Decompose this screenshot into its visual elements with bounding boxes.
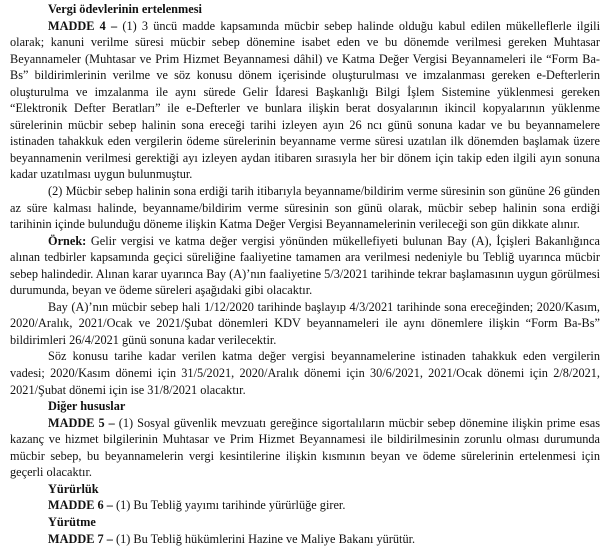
article-7-paragraph-1 [10,531,600,548]
article-4-label: MADDE 4 – [48,18,118,33]
example-label: Örnek: [48,233,87,248]
article-4-paragraph-1 [10,18,600,183]
example-text-1: Gelir vergisi ve katma değer vergisi yönünden mükellefiyeti bulunan Bay (A), İçişleri Bakanlığınca alınan tedbirler kapsamında geçici süreliğine faaliyetine tamamen ara verilmesi nedeniyle bu Tebliğ uyarınca mücbir sebep halindedir. Alınan karar uyarınca Bay (A)’nın faaliyetine 5/3/2021 tarihinde tekrar başlamasının uygun görülmesi durumunda, beyan ve ödeme süreleri aşağıdaki gibi olacaktır. [10,233,600,298]
example-paragraph-3: Söz konusu tarihe kadar verilen katma değer vergisi beyannamelerine istinaden tahakkuk eden vergilerin vadesi; 2020/Kasım dönemi için 31/5/2021, 2020/Aralık dönemi için 30/6/2021, 2021/Ocak dönemi için 2/8/2021, 2021/Şubat dönemi için ise 31/8/2021 olacaktır. [10,349,600,397]
article-6-paragraph-1 [10,497,600,514]
article-5-label: MADDE 5 – [48,415,115,430]
example-paragraph-1 [10,233,600,299]
article-7-text-1: (1) Bu Tebliğ hükümlerini Hazine ve Maliye Bakanı yürütür. [115,531,416,546]
example-paragraph-2: Bay (A)’nın mücbir sebep hali 1/12/2020 tarihinde başlayıp 4/3/2021 tarihinde sona ereceğinden; 2020/Kasım, 2020/Aralık, 2021/Ocak ve 2021/Şubat dönemleri KDV beyannameleri ile aynı dönemlere ilişkin “Form Ba-Bs” bildirimleri 26/4/2021 günü sonuna kadar verilecektir. [10,299,600,347]
section-heading-execution: Yürütme [48,514,96,529]
article-6-label: MADDE 6 – [48,498,113,513]
article-4-text-1: (1) 3 üncü madde kapsamında mücbir sebep halinde olduğu kabul edilen mükelleflerle ilgili olarak; kanuni verilme süresi mücbir sebep dönemine isabet eden ve bu dönemde verilmesi gereken Muhtasar Beyannameler (Muhtasar ve Prim Hizmet Beyannamesi dâhil) ve Katma Değer Vergisi Beyannameleri ile “Form Ba-Bs” bildirimlerinin verilme ve söz konusu dönem içerisinde oluşturulması ve imzalanması gereken e-Defterlerin oluşturulma ve imzalanma ile aynı sürede Gelir İdaresi Başkanlığı Bilgi İşlem Sistemine yüklenmesi gereken “Elektronik Defter Beratları” ile e-Defterler ve bunlara ilişkin berat dosyalarının ikincil kopyalarının yüklenme sürelerinin mücbir sebep halinin sona ereceği tarihi izleyen ayın 26 ncı günü sonuna kadar ve bu beyannamelere istinaden tahakkuk eden vergilerin ödeme sürelerinin beyanname verme süresi uzatılan ilk dönemden başlamak üzere beyannamenin verilmesi gerektiği ayı izleyen aydan itibaren sırasıyla her bir dönem için takip eden ilgili ayın sonuna kadar uzatılması uygun bulunmuştur. [10,18,600,182]
article-5-paragraph-1 [10,415,600,481]
section-heading-postponement: Vergi ödevlerinin ertelenmesi [48,2,202,16]
document-body [10,1,600,547]
article-5-text-1: (1) Sosyal güvenlik mevzuatı gereğince sigortalıların mücbir sebep dönemine ilişkin prime esas kazanç ve hizmet bilgilerinin Muhtasar ve Prim Hizmet Beyannamesi ile bildirilmesinin zorunlu olması durumunda mücbir sebep, bu beyannamelerin vergi kesintilerine ilişkin kısmının beyan ve ödeme sürelerinin ertelenmesi için geçerli olacaktır. [10,415,600,480]
article-7-label: MADDE 7 – [48,531,113,546]
article-4-paragraph-2: (2) Mücbir sebep halinin sona erdiği tarih itibarıyla beyanname/bildirim verme süresinin son gününe 26 günden az süre kalması halinde, beyanname/bildirim verme süresinin son günü olarak, mücbir sebep halinin sona erdiği tarihinin içinde bulunduğu döneme ilişkin Katma Değer Vergisi Beyannamelerinin verileceği son gün dikkate alınır. [10,184,600,232]
article-6-text-1: (1) Bu Tebliğ yayımı tarihinde yürürlüğe girer. [115,498,346,513]
section-heading-other-matters: Diğer hususlar [48,399,126,414]
section-heading-effective-date: Yürürlük [48,481,99,496]
